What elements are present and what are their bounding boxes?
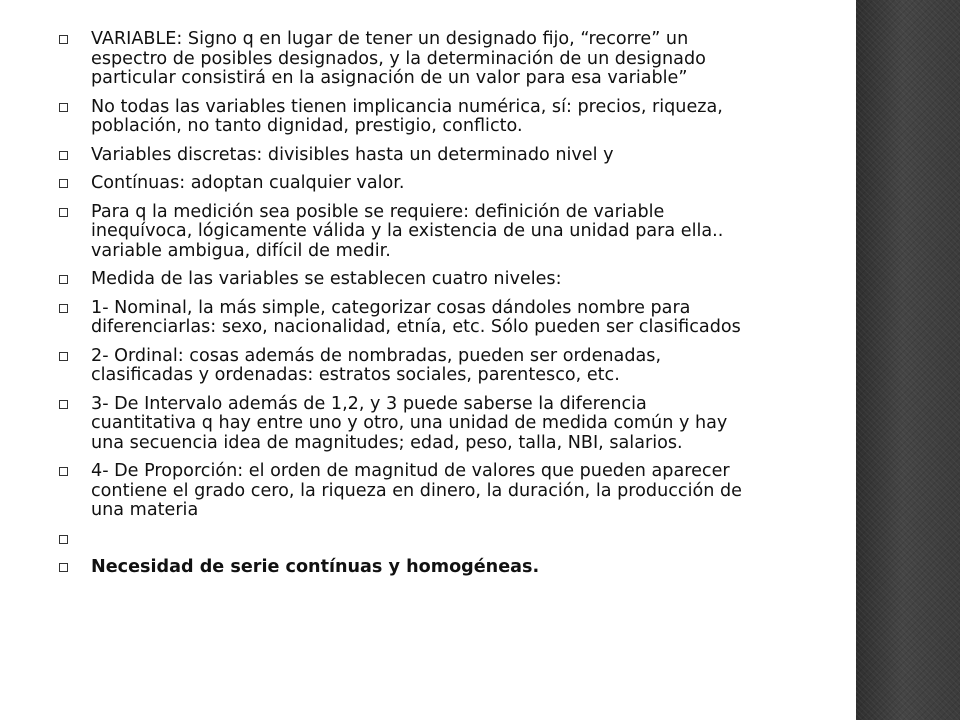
bullet-text-line: contiene el grado cero, la riqueza en dinero, la duración, la producción de [91,480,742,501]
bullet-item-variable [57,30,902,89]
bullet-text-line: Para q la medición sea posible se requiere: definición de variable [91,201,665,222]
square-bullet-icon [59,103,68,112]
bullet-item-empty [57,530,902,550]
square-bullet-icon [59,151,68,160]
bullet-text-line: particular consistirá en la asignación de un valor para esa variable” [91,68,688,88]
bullet-text-line: Necesidad de serie contínuas y homogéneas. [91,557,540,577]
bullet-item-continuous-series-need [57,558,902,578]
bullet-text-line: VARIABLE: Signo q en lugar de tener un designado fijo, “recorre” un [91,29,689,49]
square-bullet-icon [59,467,68,476]
bullet-text-line: población, no tanto dignidad, prestigio, conflicto. [91,116,523,136]
bullet-text-line: variable ambigua, difícil de medir. [91,240,391,261]
bullet-text-line: 4- De Proporción: el orden de magnitud de valores que pueden aparecer [91,461,730,481]
bullet-item-measurement-requirements [57,203,902,262]
bullet-text-line: 3- De Intervalo además de 1,2, y 3 puede saberse la diferencia [91,393,647,414]
bullet-item-interval-level [57,395,902,454]
square-bullet-icon [59,179,68,188]
square-bullet-icon [59,208,68,217]
bullet-text-line: No todas las variables tienen implicancia numérica, sí: precios, riqueza, [91,96,723,117]
bullet-text-line: 1- Nominal, la más simple, categorizar cosas dándoles nombre para [91,297,691,318]
bullet-text-line: cuantitativa q hay entre uno y otro, una unidad de medida común y hay [91,413,728,433]
bullet-text-line: Variables discretas: divisibles hasta un determinado nivel y [91,144,614,165]
bullet-item-numeric-implication [57,98,902,137]
bullet-text-line: inequívoca, lógicamente válida y la existencia de una unidad para ella.. [91,221,724,241]
square-bullet-icon [59,304,68,313]
bullet-item-ordinal-level [57,347,902,386]
bullet-item-discrete-variables [57,146,902,166]
bullet-list [57,30,902,587]
square-bullet-icon [59,275,68,284]
bullet-text-line: clasificadas y ordenadas: estratos sociales, parentesco, etc. [91,365,620,385]
square-bullet-icon [59,563,68,572]
bullet-text-line: 2- Ordinal: cosas además de nombradas, pueden ser ordenadas, [91,345,662,366]
square-bullet-icon [59,400,68,409]
bullet-text-line: Medida de las variables se establecen cuatro niveles: [91,269,562,289]
square-bullet-icon [59,35,68,44]
bullet-text-line: espectro de posibles designados, y la determinación de un designado [91,48,706,69]
bullet-item-continuous-variables [57,174,902,194]
bullet-item-nominal-level [57,299,902,338]
bullet-text-line: una materia [91,500,199,520]
bullet-item-four-levels [57,270,902,290]
bullet-text-line: Contínuas: adoptan cualquier valor. [91,173,405,193]
bullet-text-line: diferenciarlas: sexo, nacionalidad, etnía, etc. Sólo pueden ser clasificados [91,317,741,337]
square-bullet-icon [59,352,68,361]
bullet-text-line: una secuencia idea de magnitudes; edad, peso, talla, NBI, salarios. [91,432,683,453]
square-bullet-icon [59,535,68,544]
bullet-item-ratio-level [57,462,902,521]
